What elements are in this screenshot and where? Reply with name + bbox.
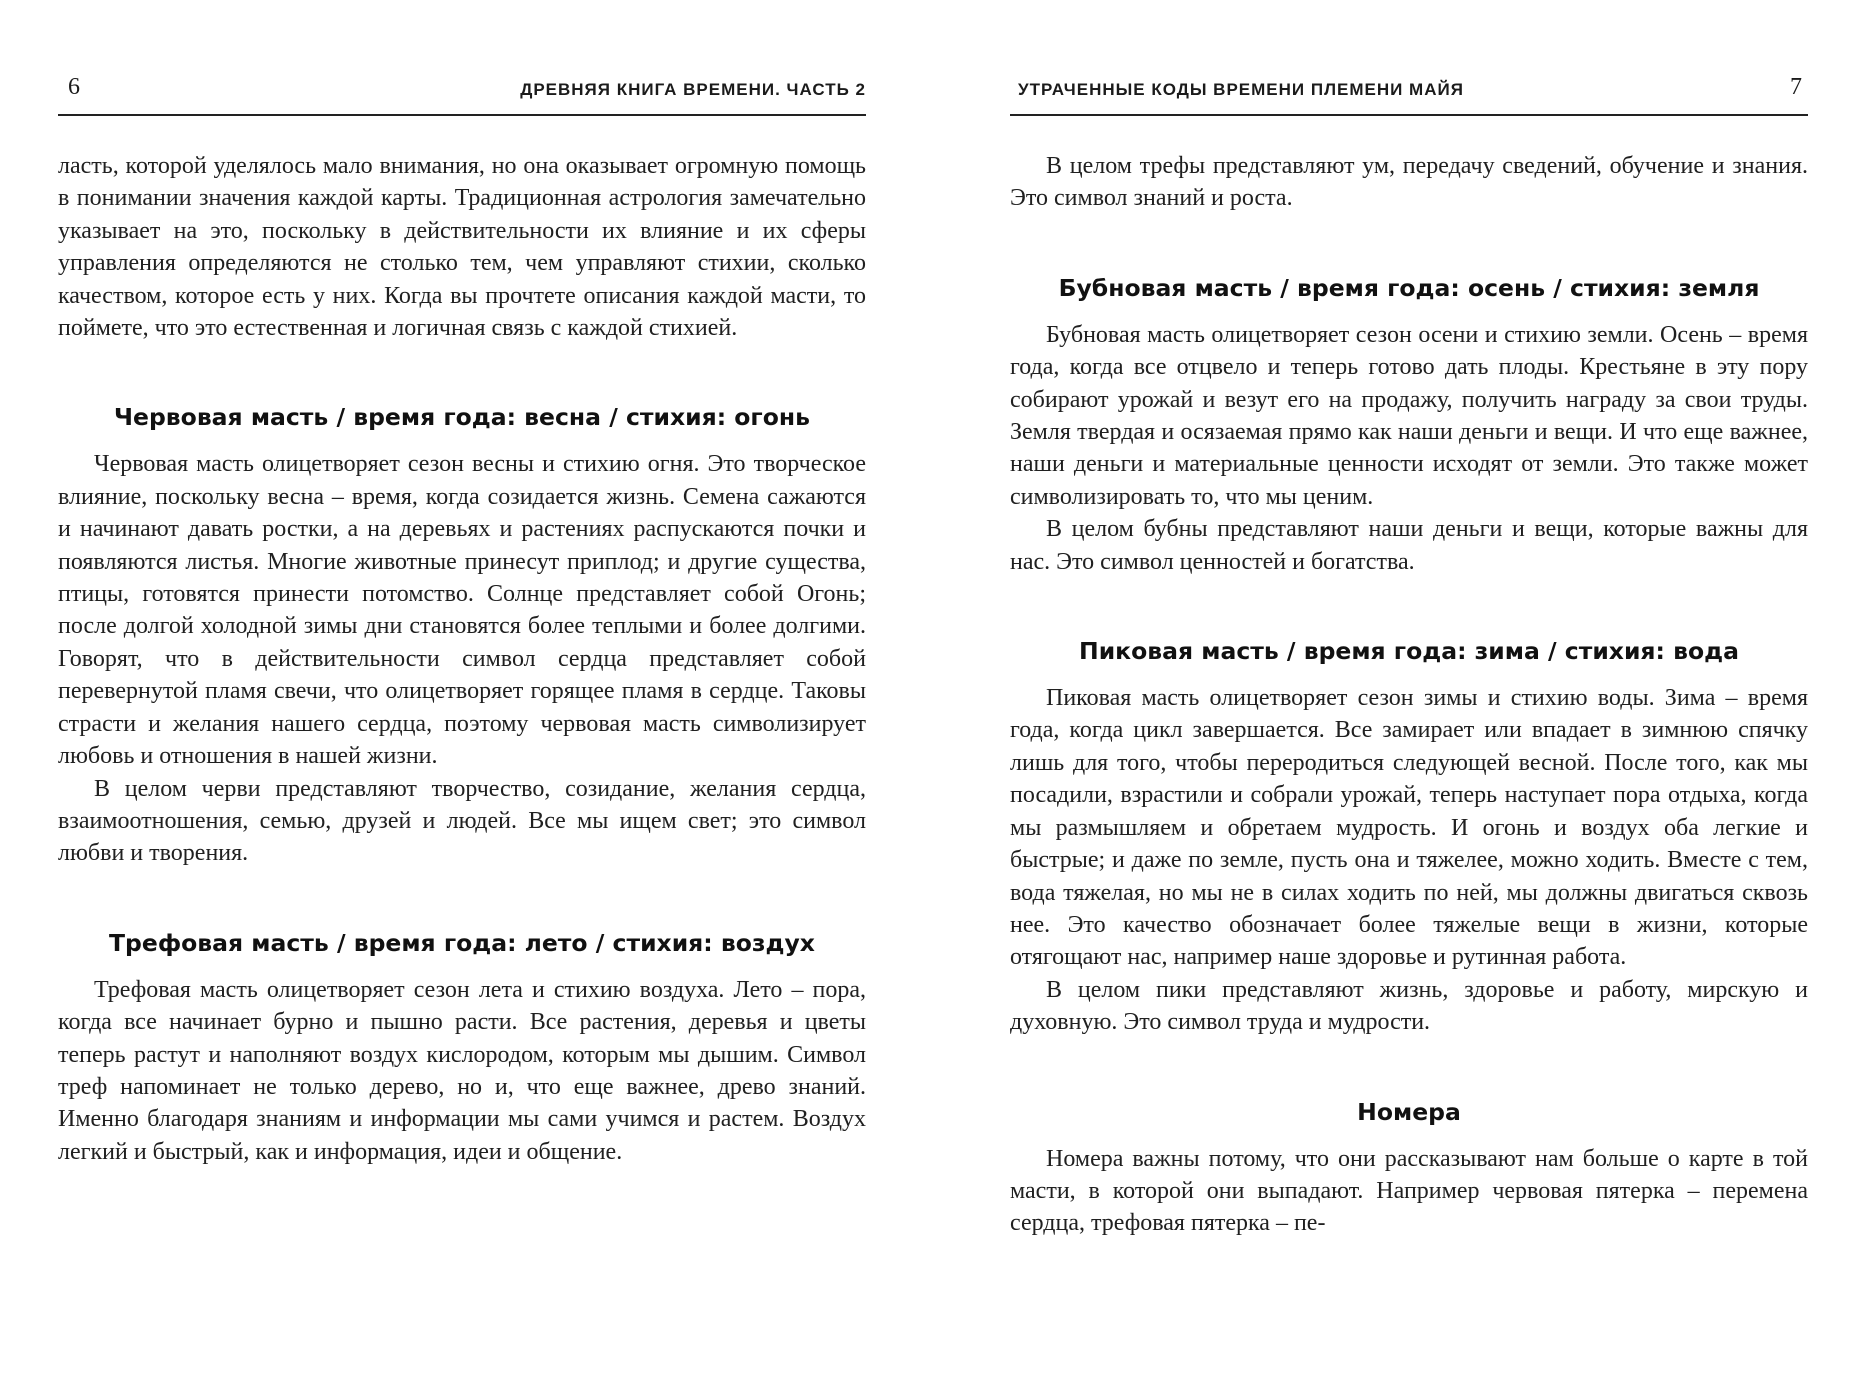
diamonds-paragraph-1: Бубновая масть олицетворяет сезон осени и стихию земли. Осень – время года, когда все отцвело и теперь готово дать плоды. Крестьяне в эту пору собирают урожай и везут его на продажу, получить награду за свои труды. Земля твердая и осязаемая прямо как наши деньги и вещи. И что еще важнее, наши деньги и материальные ценности исходят от земли. Это также может символизировать то, что мы ценим. (1010, 321, 1808, 510)
clubs-heading: Трефовая масть / время года: лето / стихия: воздух (109, 928, 815, 957)
right-page-number: 7 (1790, 74, 1802, 100)
numbers-paragraph-1: Номера важны потому, что они рассказывают нам больше о карте в той масти, в которой они выпадают. Например червовая пятерка – перемена сердца, трефовая пятерка – пе- (1010, 1145, 1808, 1237)
numbers-heading: Номера (1357, 1097, 1461, 1126)
hearts-heading: Червовая масть / время года: весна / стихия: огонь (114, 403, 810, 432)
diamonds-heading: Бубновая масть / время года: осень / стихия: земля (1058, 273, 1760, 302)
left-page-number: 6 (68, 74, 80, 100)
spades-heading: Пиковая масть / время года: зима / стихия: вода (1079, 637, 1739, 666)
diamonds-paragraph-2: В целом бубны представляют наши деньги и вещи, которые важны для нас. Это символ ценностей и богатства. (1010, 516, 1808, 575)
left-running-title: ДРЕВНЯЯ КНИГА ВРЕМЕНИ. ЧАСТЬ 2 (520, 80, 866, 99)
spades-paragraph-2: В целом пики представляют жизнь, здоровье и работу, мирскую и духовную. Это символ труда и мудрости. (1010, 976, 1808, 1036)
right-running-header (1010, 74, 1808, 116)
intro-paragraph: ласть, которой уделялось мало внимания, но она оказывает огромную помощь в понимании значения каждой карты. Традиционная астрология замечательно указывает на это, поскольку в действительности их влияние и их сферы управления определяются не столько тем, чем управляют стихии, сколько качеством, которое есть у них. Когда вы прочтете описания каждой масти, то поймете, что это естественная и логичная связь с каждой стихией. (58, 153, 866, 342)
right-running-title: УТРАЧЕННЫЕ КОДЫ ВРЕМЕНИ ПЛЕМЕНИ МАЙЯ (1018, 80, 1464, 99)
left-text-body (58, 150, 866, 1168)
hearts-paragraph-2: В целом черви представляют творчество, созидание, желания сердца, взаимоотношения, семью, друзей и людей. Все мы ищем свет; это символ любви и творения. (58, 775, 866, 867)
spades-paragraph-1: Пиковая масть олицетворяет сезон зимы и стихию воды. Зима – время года, когда цикл завершается. Все замирает или впадает в зимнюю спячку лишь для того, чтобы переродиться следующей весной. После того, как мы посадили, взрастили и собрали урожай, теперь наступает пора отдыха, когда мы размышляем и обретаем мудрость. И огонь и воздух оба легкие и быстрые; и даже по земле, пусть она и тяжелее, можно ходить. Вместе с тем, вода тяжелая, но мы не в силах ходить по ней, мы должны двигаться сквозь нее. Это качество обозначает более тяжелые вещи в жизни, которые отягощают нас, например наше здоровье и рутинная работа. (1010, 685, 1808, 971)
left-running-header (58, 74, 866, 116)
clubs-summary-paragraph: В целом трефы представляют ум, передачу сведений, обучение и знания. Это символ знаний и роста. (1010, 153, 1808, 212)
clubs-paragraph-1: Трефовая масть олицетворяет сезон лета и стихию воздуха. Лето – пора, когда все начинает бурно и пышно расти. Все растения, деревья и цветы теперь растут и наполняют воздух кислородом, которым мы дышим. Символ треф напоминает не только дерево, но и, что еще важнее, древо знаний. Именно благодаря знаниям и информации мы сами учимся и растем. Воздух легкий и быстрый, как и информация, идеи и общение. (58, 976, 866, 1165)
hearts-paragraph-1: Червовая масть олицетворяет сезон весны и стихию огня. Это творческое влияние, поскольку весна – время, когда созидается жизнь. Семена сажаются и начинают давать ростки, а на деревьях и растениях распускаются почки и появляются листья. Многие животные принесут приплод; и другие существа, птицы, готовятся принести потомство. Солнце представляет собой Огонь; после долгой холодной зимы дни становятся более теплыми и более долгими. Говорят, что в действительности символ сердца представляет собой перевернутой пламя свечи, что олицетворяет горящее пламя в сердце. Таковы страсти и желания нашего сердца, поэтому червовая масть символизирует любовь и отношения в нашей жизни. (58, 451, 866, 770)
right-text-body (1010, 150, 1808, 1240)
